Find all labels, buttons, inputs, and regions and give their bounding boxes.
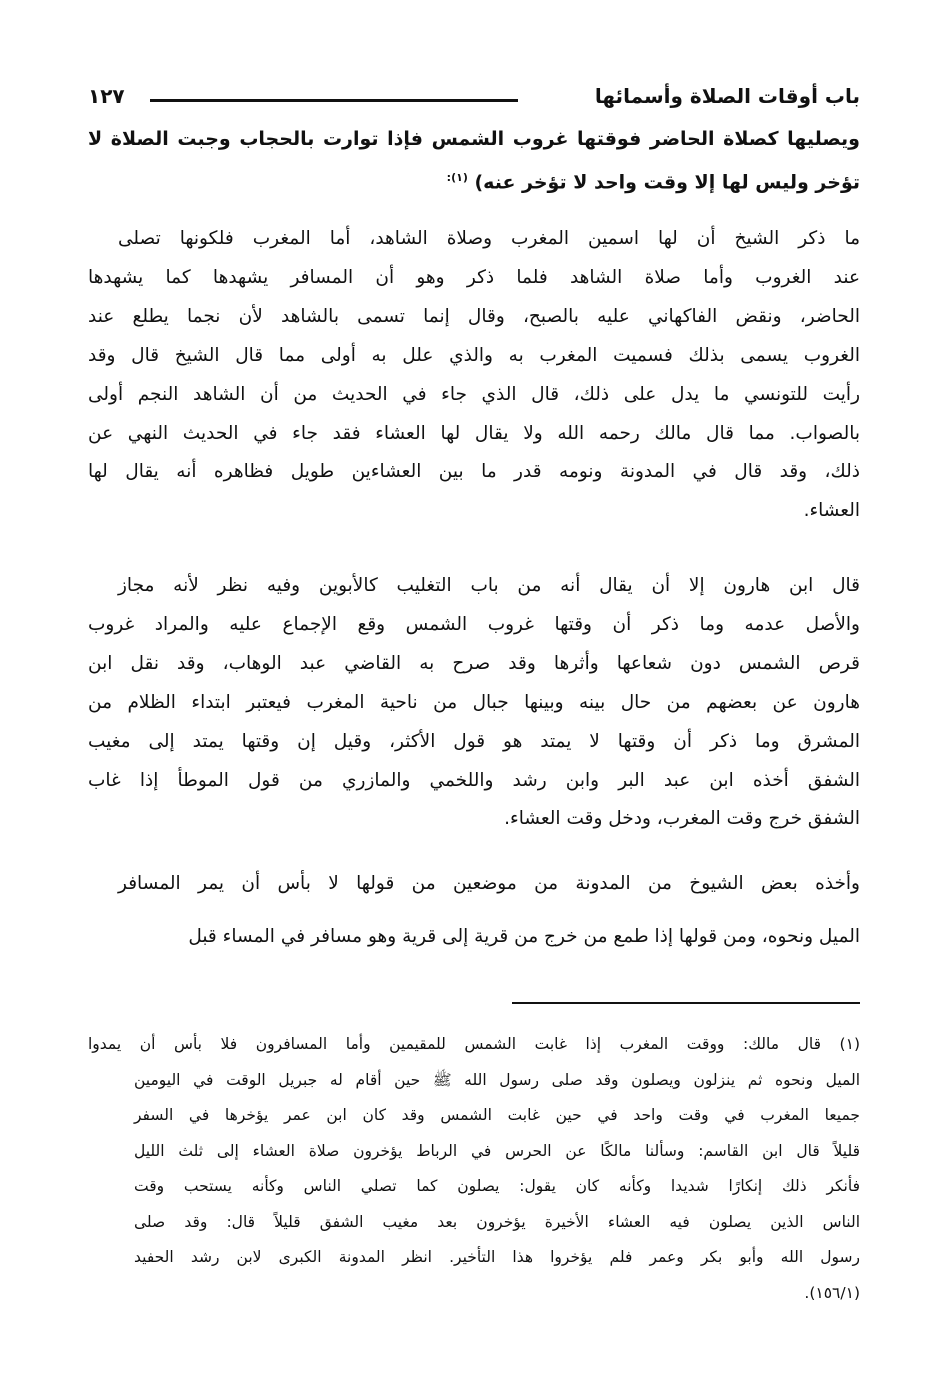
footnote-line: جميعا المغرب في وقت واحد في حين غابت الشمس وقد كان ابن عمر يؤخرها في السفر <box>134 1106 860 1124</box>
footnote-line: فأنكر ذلك إنكارًا شديدا وكأنه كان يقول: يصلون كما تصلي الناس وكأنه يستحب وقت <box>134 1177 860 1195</box>
footnote-line: الناس الذين يصلون فيه العشاء الأخيرة يؤخرون بعد مغيب الشفق قليلاً قال: وقد صلى <box>134 1212 860 1231</box>
footnote-line: رسول الله وأبو بكر وعمر فلم يؤخروا هذا التأخير. انظر المدونة الكبرى لابن رشد الحفيد <box>134 1248 860 1266</box>
paragraph-line: رأيت للتونسي ما يدل على ذلك، قال الذي جاء في الحديث من أن الشاهد النجم أولى <box>88 383 860 405</box>
footnote-rule <box>512 1002 860 1004</box>
paragraph-line: الشفق خرج وقت المغرب، ودخل وقت العشاء. <box>504 808 860 830</box>
quote-text: تؤخر وليس لها إلا وقت واحد لا تؤخر عنه) <box>474 171 860 194</box>
footnote-line: (١٥٦/١). <box>804 1283 860 1302</box>
footnote-line: قليلاً قال ابن القاسم: وسألنا مالكًا عن الحرس في الرباط يؤخرون صلاة العشاء إلى ثلث الليل <box>134 1141 860 1160</box>
paragraph-line: والأصل عدمه وما ذكر أن وقتها غروب الشمس وقع الإجماع عليه والمراد غروب <box>88 613 860 635</box>
footnote-line: الميل ونحوه ثم ينزلون ويصلون وقد صلى رسول الله ﷺ حين أقام له جبريل الوقت في اليومين <box>134 1070 860 1089</box>
paragraph-line: المشرق وما ذكر أن وقتها لا يمتد هو قول الأكثر، وقيل إن وقتها يمتد إلى مغيب <box>88 730 860 752</box>
paragraph-line: الغروب يسمى بذلك فسميت المغرب به والذي علل به أولى مما قال الشيخ قال وقد <box>88 344 860 366</box>
quote-line: ويصليها كصلاة الحاضر فوقتها غروب الشمس فإذا توارت بالحجاب وجبت الصلاة لا <box>88 128 860 150</box>
paragraph-line: بالصواب. مما قال مالك رحمه الله ولا يقال لها العشاء فقد جاء في الحديث النهي عن <box>88 422 860 444</box>
paragraph-line: هارون عن بعضهم من حال بينه وبينها جبال من ناحية المغرب فيعتبر ابتداء الظلام من <box>88 691 860 713</box>
paragraph-line: العشاء. <box>803 500 860 522</box>
paragraph-line: الحاضر، ونقض الفاكهاني عليه بالصبح، وقال إنما تسمى بالشاهد لأن نجما يطلع عند <box>88 305 860 327</box>
footnote-ref: (١): <box>446 171 468 184</box>
paragraph-line: الميل ونحوه، ومن قولها إذا طمع من خرج من قرية إلى قرية وهو مسافر في المساء قبل <box>188 926 860 947</box>
paragraph-line: عند الغروب وأما صلاة الشاهد فلما ذكر وهو أن المسافر يشهدها كما يشهدها <box>88 266 860 288</box>
page-number: ١٢٧ <box>88 84 125 108</box>
paragraph-line: ما ذكر الشيخ أن لها اسمين المغرب وصلاة الشاهد، أما المغرب فلكونها تصلى <box>118 228 860 249</box>
paragraph-line: وأخذه بعض الشيوخ من المدونة من موضعين من قولها لا بأس أن يمر المسافر <box>118 873 860 894</box>
header-rule <box>150 99 518 102</box>
paragraph-line: قرص الشمس دون شعاعها وأثرها وقد صرح به القاضي عبد الوهاب، وقد نقل ابن <box>88 652 860 674</box>
paragraph-line: الشفق أخذه ابن عبد البر وابن رشد واللخمي والمازري من قول الموطأ إذا غاب <box>88 769 860 791</box>
chapter-title: باب أوقات الصلاة وأسمائها <box>594 84 860 108</box>
quote-line <box>88 172 860 192</box>
paragraph-line: ذلك، وقد قال في المدونة ونومه قدر ما بين العشاءين طويل فظاهره أنه يقال لها <box>88 461 860 483</box>
footnote-line: (١) قال مالك: ووقت المغرب إذا غابت الشمس للمقيمين وأما المسافرون فلا بأس أن يمدوا <box>88 1035 860 1053</box>
paragraph-line: قال ابن هارون إلا أن يقال أنه من باب التغليب كالأبوين وفيه نظر لأنه مجاز <box>118 575 860 596</box>
